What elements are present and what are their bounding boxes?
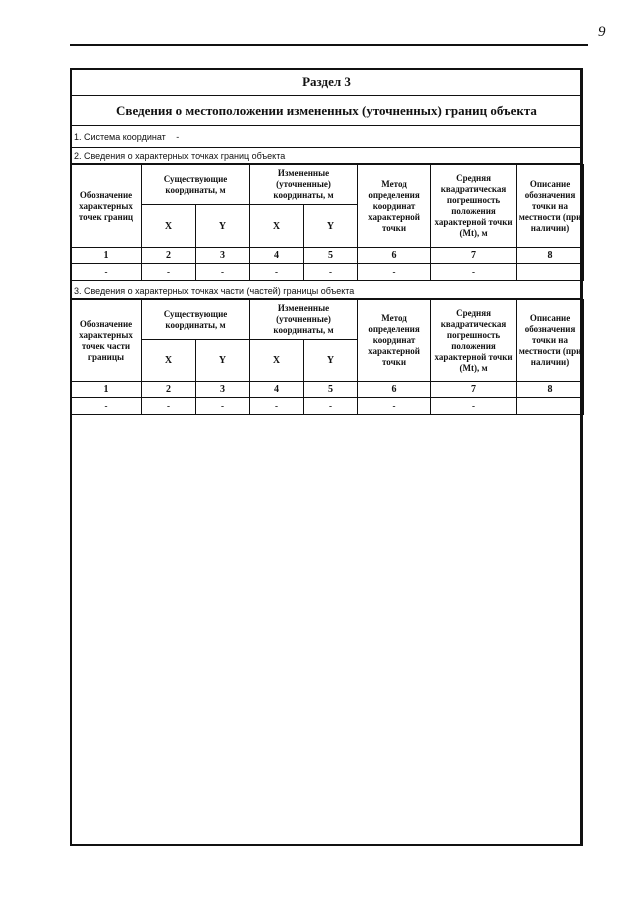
column-number: 7 (431, 382, 517, 398)
table-row (71, 264, 584, 281)
header-designation: Обозначение характерных точек части границы (71, 300, 142, 382)
header-description: Описание обозначения точки на местности (при наличии) (517, 300, 584, 382)
column-number: 3 (196, 248, 250, 264)
column-number-row (71, 248, 584, 264)
coordinate-system-row (70, 126, 583, 148)
header-changed-x: X (250, 205, 304, 248)
table-cell: - (196, 398, 250, 415)
table-cell (517, 264, 584, 281)
header-changed-y: Y (304, 205, 358, 248)
table3-title: 3. Сведения о характерных точках части (частей) границы объекта (70, 284, 583, 299)
column-number: 6 (358, 382, 431, 398)
header-mean-error: Средняя квадратическая погрешность положения характерной точки (Mt), м (431, 165, 517, 248)
table-cell: - (304, 264, 358, 281)
header-mean-error: Средняя квадратическая погрешность положения характерной точки (Mt), м (431, 300, 517, 382)
table-cell: - (358, 398, 431, 415)
table-cell: - (431, 264, 517, 281)
header-existing-coordinates: Существующие координаты, м (142, 165, 250, 205)
column-number: 8 (517, 248, 584, 264)
table-cell: - (71, 398, 142, 415)
boundary-points-table (70, 164, 584, 281)
header-changed-x: X (250, 340, 304, 382)
column-number: 7 (431, 248, 517, 264)
section-title: Раздел 3 (70, 68, 583, 96)
header-method: Метод определения координат характерной точки (358, 165, 431, 248)
table-cell: - (250, 264, 304, 281)
table-row (71, 398, 584, 415)
header-existing-y: Y (196, 340, 250, 382)
column-number: 2 (142, 382, 196, 398)
table-cell: - (142, 398, 196, 415)
section-subtitle: Сведения о местоположении измененных (уточненных) границ объекта (70, 96, 583, 126)
column-number: 8 (517, 382, 584, 398)
column-number: 1 (71, 248, 142, 264)
header-description: Описание обозначения точки на местности (при наличии) (517, 165, 584, 248)
table-cell: - (196, 264, 250, 281)
coordinate-system-value: - (176, 132, 180, 142)
column-number: 5 (304, 248, 358, 264)
header-changed-coordinates: Измененные (уточненные) координаты, м (250, 300, 358, 340)
table2-title: 2. Сведения о характерных точках границ объекта (70, 148, 583, 164)
header-existing-x: X (142, 340, 196, 382)
table-cell: - (358, 264, 431, 281)
header-designation: Обозначение характерных точек границ (71, 165, 142, 248)
column-number: 4 (250, 382, 304, 398)
header-method: Метод определения координат характерной точки (358, 300, 431, 382)
table-cell: - (304, 398, 358, 415)
table-cell: - (250, 398, 304, 415)
coordinate-system-label: 1. Система координат (74, 132, 166, 142)
boundary-part-points-table (70, 299, 584, 415)
column-number: 6 (358, 248, 431, 264)
column-number: 2 (142, 248, 196, 264)
header-existing-x: X (142, 205, 196, 248)
header-changed-y: Y (304, 340, 358, 382)
header-rule (70, 44, 588, 46)
table-cell (517, 398, 584, 415)
table-cell: - (142, 264, 196, 281)
header-existing-y: Y (196, 205, 250, 248)
table-cell: - (431, 398, 517, 415)
column-number-row (71, 382, 584, 398)
header-changed-coordinates: Измененные (уточненные) координаты, м (250, 165, 358, 205)
page-number: 9 (598, 24, 606, 40)
header-existing-coordinates: Существующие координаты, м (142, 300, 250, 340)
column-number: 4 (250, 248, 304, 264)
table-cell: - (71, 264, 142, 281)
column-number: 3 (196, 382, 250, 398)
column-number: 5 (304, 382, 358, 398)
column-number: 1 (71, 382, 142, 398)
